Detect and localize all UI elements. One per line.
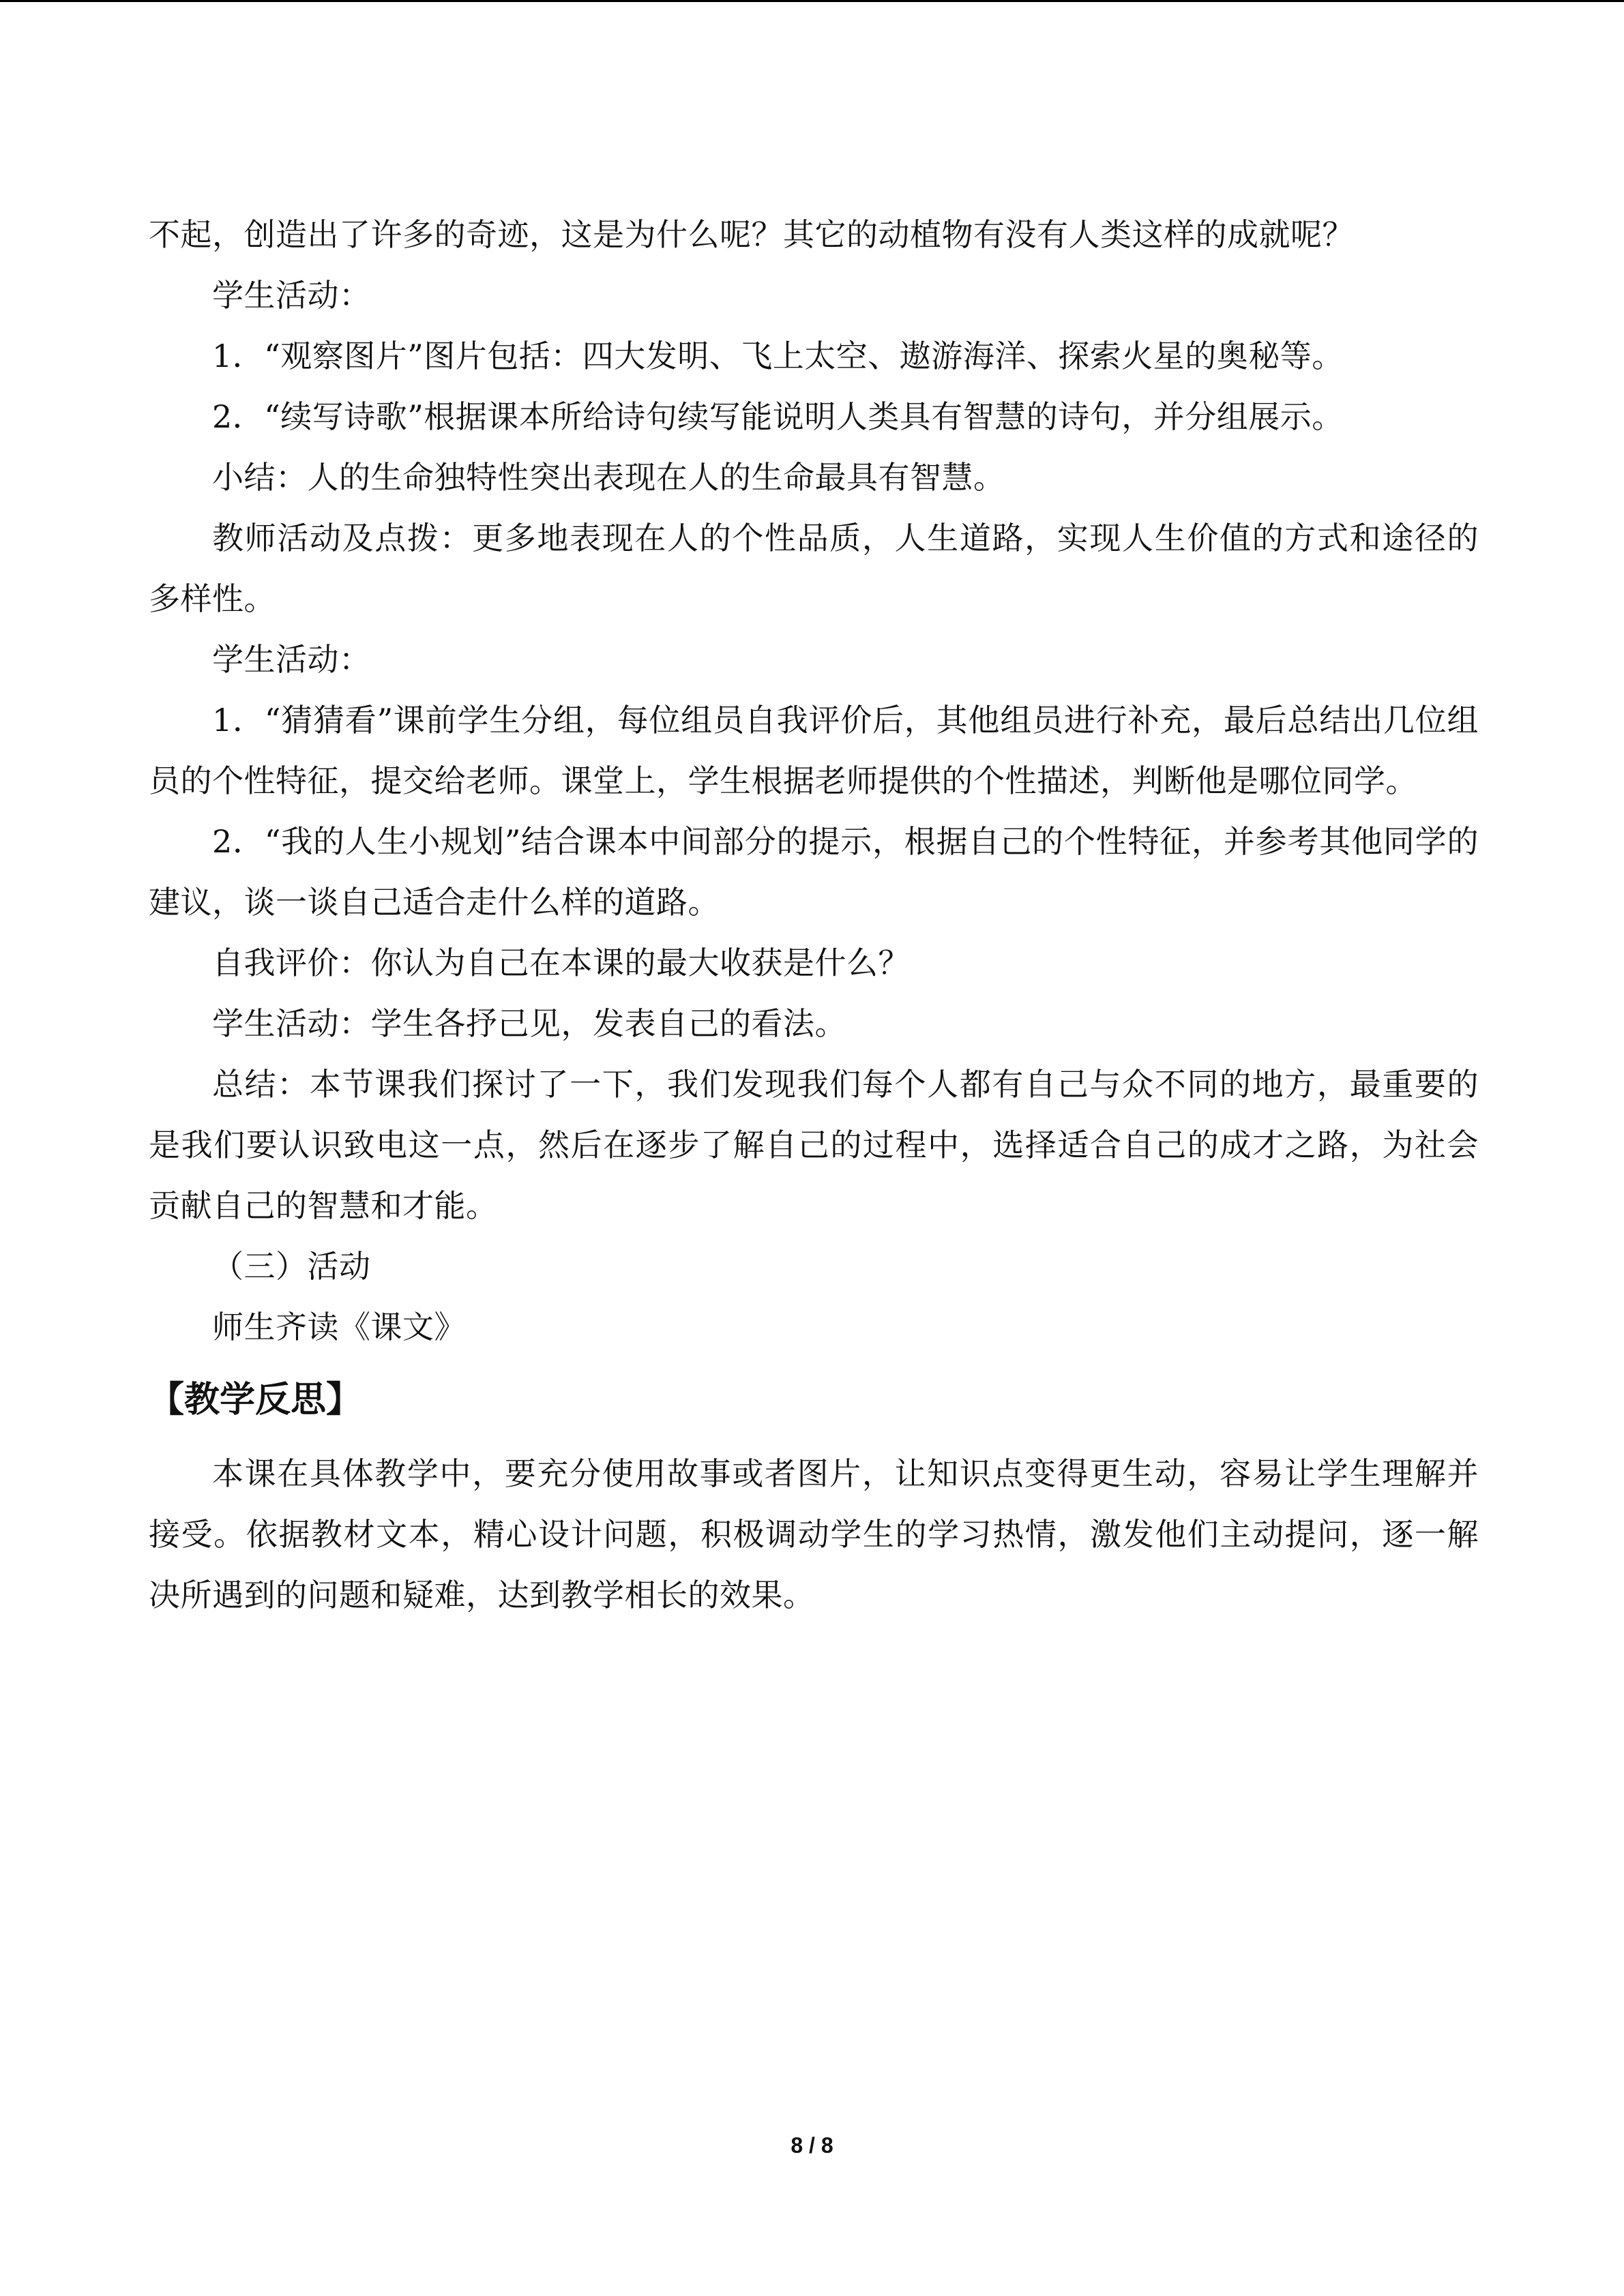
paragraph-conclusion: 总结：本节课我们探讨了一下，我们发现我们每个人都有自己与众不同的地方，最重要的是我们要认识致电这一点，然后在逐步了解自己的过程中，选择适合自己的成才之路，为社会贡献自己的智慧和才能。 [149,1066,1479,1224]
paragraph-summary: 小结：人的生命独特性突出表现在人的生命最具有智慧。 [212,459,1005,496]
reflection-heading: 【教学反思】 [149,1380,362,1420]
paragraph-observe-pictures: 1．“观察图片”图片包括：四大发明、飞上太空、遨游海洋、探索火星的奥秘等。 [212,338,1344,374]
document-page [149,205,1479,1626]
paragraph-life-plan: 2．“我的人生小规划”结合课本中间部分的提示，根据自己的个性特征，并参考其他同学的建议，谈一谈自己适合走什么样的道路。 [149,823,1479,921]
reflection-paragraph: 本课在具体教学中，要充分使用故事或者图片，让知识点变得更生动，容易让学生理解并接受。依据教材文本，精心设计问题，积极调动学生的学习热情，激发他们主动提问，逐一解决所遇到的问题和疑难，达到教学相长的效果。 [149,1455,1479,1613]
paragraph-section-activity: （三）活动 [212,1248,371,1285]
paragraph-self-evaluation: 自我评价：你认为自己在本课的最大收获是什么？ [212,944,910,981]
paragraph-read-aloud: 师生齐读《课文》 [212,1309,466,1345]
paragraph-continuation: 不起，创造出了许多的奇迹，这是为什么呢？其它的动植物有没有人类这样的成就呢？ [149,216,1354,253]
paragraph-student-activity-label-2: 学生活动： [212,641,371,678]
page-number: 8 / 8 [791,2133,833,2158]
paragraph-teacher-activity: 教师活动及点拨：更多地表现在人的个性品质，人生道路，实现人生价值的方式和途径的多样性。 [149,520,1479,617]
paragraph-student-opinions: 学生活动：学生各抒己见，发表自己的看法。 [212,1005,846,1042]
paragraph-continue-poem: 2．“续写诗歌”根据课本所给诗句续写能说明人类具有智慧的诗句，并分组展示。 [212,398,1344,435]
paragraph-student-activity-label: 学生活动： [212,277,371,314]
top-border-line [0,0,1624,2]
paragraph-guess-game: 1．“猜猜看”课前学生分组，每位组员自我评价后，其他组员进行补充，最后总结出几位组员的个性特征，提交给老师。课堂上，学生根据老师提供的个性描述，判断他是哪位同学。 [149,702,1479,799]
